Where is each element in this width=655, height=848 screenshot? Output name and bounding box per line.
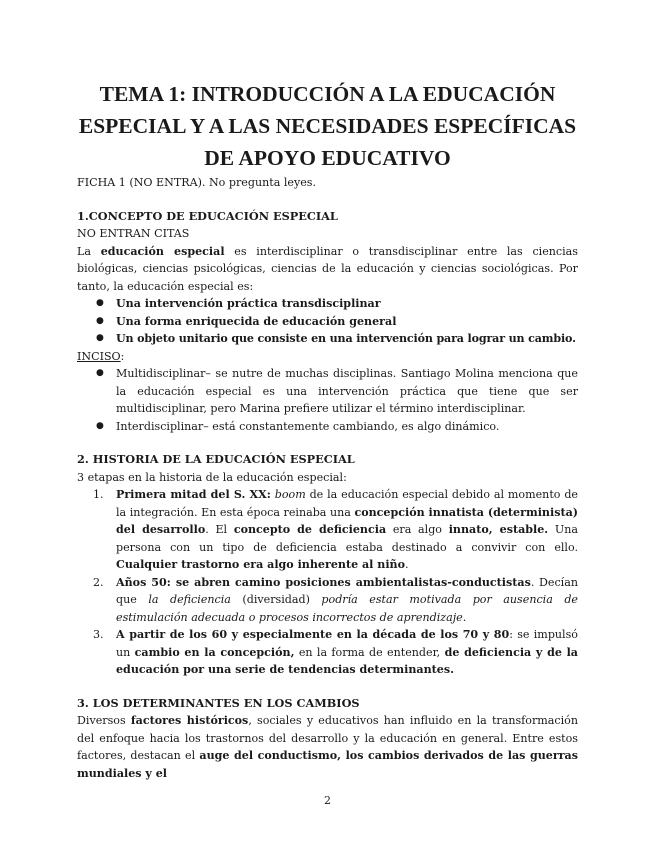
text-run: Una persona con un tipo de deficiencia estaba destinado a convivir con ello. [116,523,578,554]
title-line-2: ESPECIAL Y A LAS NECESIDADES ESPECÍFICAS [78,114,577,138]
text-run: . [462,610,467,624]
bullet-icon: ● [96,420,104,431]
text-run: . El [205,523,234,536]
text-run: era algo [386,523,449,536]
text-run: : se impulsó un [116,628,578,659]
text-run: podría estar motivada por ausencia de estimulación adecuada o procesos incorrectos de aprendizaje [116,593,579,624]
bold-term: auge del conductismo, los cambios derivados de las guerras mundiales y el [77,749,578,780]
bullet-icon: ● [96,315,104,326]
title-line-3: DE APOYO EDUCATIVO [204,146,451,170]
page-title [77,78,578,174]
title-line-1: TEMA 1: INTRODUCCIÓN A LA EDUCACIÓN [99,82,556,106]
text-run: la deficiencia [148,593,231,606]
inciso-label-line [77,348,578,366]
bullet-icon: ● [96,298,104,308]
list-item [77,486,578,574]
page-number: 2 [324,794,331,807]
bullet-text: Una forma enriquecida de educación general [116,314,397,328]
text-run: de deficiencia y de la educación por una serie de tendencias determinantes. [116,645,578,676]
bullet-icon: ● [96,368,104,378]
text-run: A partir de los 60 y especialmente en la década de los 70 y 80 [116,628,510,641]
list-item [77,330,578,348]
text-run: concepción innatista (determinista) del desarrollo [116,505,579,536]
ficha-note: FICHA 1 (NO ENTRA). No pregunta leyes. [77,176,317,189]
text-run: es interdisciplinar o transdisciplinar entre las ciencias biológicas, ciencias psicológicas, ciencias de la educación y ciencias sociológicas. Por tanto, la educación especial es: [77,244,578,293]
bullet-text: Una intervención práctica transdisciplinar [116,297,381,310]
text-run: se abren camino posiciones ambientalistas-conductistas [175,575,531,589]
inciso-colon: : [120,349,125,363]
text-run: de la educación especial debido al momento de la integración. En esta época reinaba una [116,488,578,519]
text-run: boom [274,488,306,501]
bullet-text: Multidisciplinar– se nutre de muchas disciplinas. Santiago Molina menciona que la educación especial es una intervención práctica que tiene que ser multidisciplinar, pero Marina prefiere utilizar el término interdisciplinar. [116,367,578,415]
bold-term: educación especial [100,244,225,258]
list-number: 3. [93,628,104,641]
text-run: Años 50 [116,575,167,589]
section-3-paragraph [77,712,578,782]
list-item [77,626,578,679]
section-2-intro: 3 etapas en la historia de la educación especial: [77,470,347,484]
text-run: : [166,575,176,589]
list-item [77,418,578,436]
text-run: Cualquier trastorno era algo inherente al niño [116,558,406,571]
section-3-heading: 3. LOS DETERMINANTES EN LOS CAMBIOS [77,695,360,710]
text-run: (diversidad) [230,593,322,606]
inciso-list [77,365,578,435]
text-run: . Decían que [116,575,578,606]
section-1-paragraph [77,243,578,296]
list-item [77,295,578,313]
list-number: 2. [93,575,104,589]
text-run: en la forma de entender, [294,645,445,659]
list-item [77,574,578,627]
list-item [77,365,578,418]
section-1-note: NO ENTRAN CITAS [77,227,190,240]
bullet-text: Un objeto unitario que consiste en una intervención para lograr un cambio. [116,332,576,345]
text-run: Diversos [77,714,131,727]
section-1-bullet-list [77,295,578,348]
text-run: , sociales y educativos han influido en la transformación del enfoque hacia los trastornos del desarrollo y la educación en general. Entre estos factores, destacan el [77,714,578,762]
section-2-ordered-list [77,486,578,679]
list-item [77,313,578,331]
page-content [77,78,578,782]
text-run: Primera mitad del S. XX: [116,488,271,501]
list-number: 1. [93,488,104,501]
bold-term: factores históricos [130,714,249,727]
bullet-icon: ● [96,333,104,343]
bullet-text: Interdisciplinar– está constantemente cambiando, es algo dinámico. [116,419,500,433]
text-run: La [77,244,101,258]
section-1-heading: 1.CONCEPTO DE EDUCACIÓN ESPECIAL [77,208,338,223]
text-run: innato, estable. [448,523,549,536]
section-2-heading: 2. HISTORIA DE LA EDUCACIÓN ESPECIAL [77,452,355,466]
text-run: concepto de deficiencia [233,523,387,536]
inciso-label: INCISO [77,349,121,363]
text-run: . [405,558,409,571]
text-run: cambio en la concepción, [134,645,295,659]
